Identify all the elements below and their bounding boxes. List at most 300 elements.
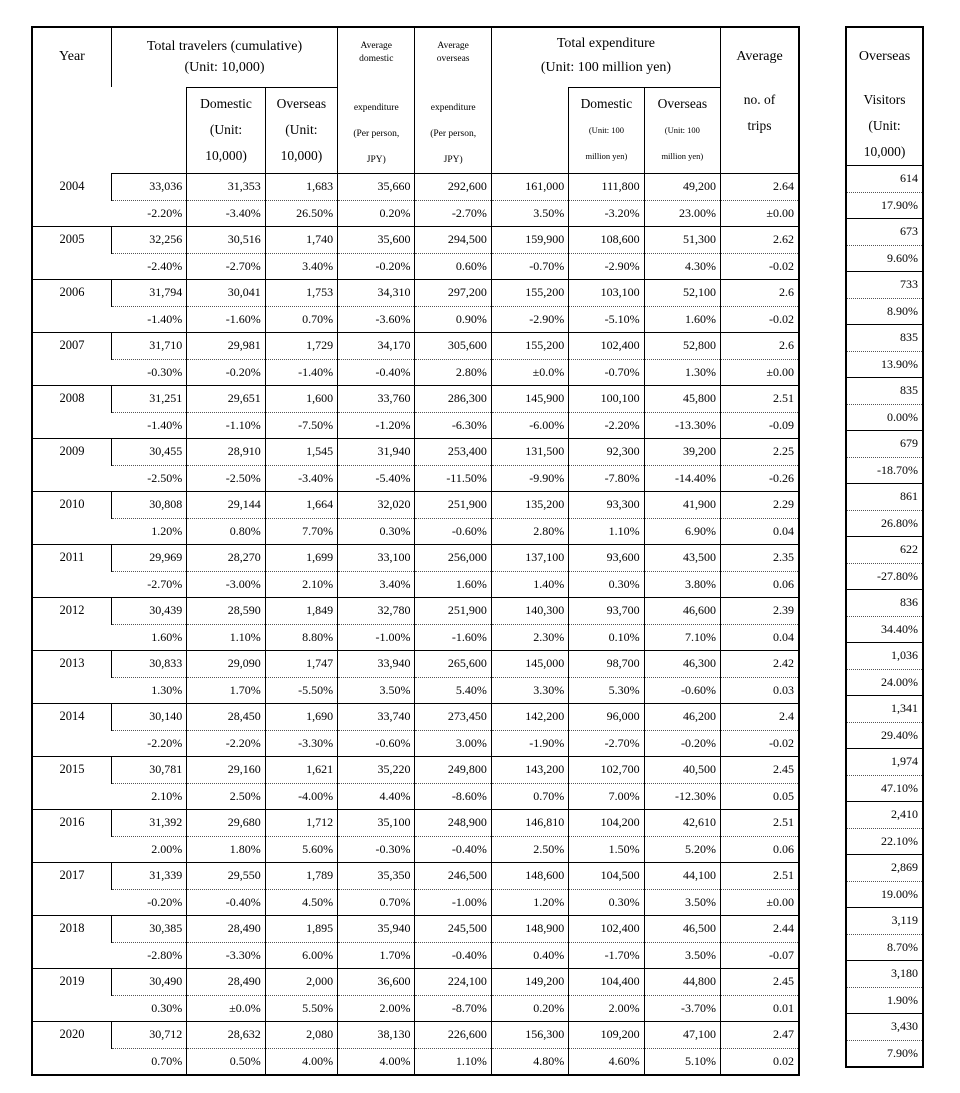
value-cell: 38,130 [338, 1022, 415, 1049]
value-cell: 30,490 [111, 969, 186, 996]
value-cell: 44,800 [644, 969, 720, 996]
change-cell: -1.40% [265, 359, 337, 386]
change-cell: -0.02 [721, 306, 799, 333]
value-cell: 30,516 [187, 227, 265, 254]
change-cell: -2.70% [569, 730, 644, 757]
table-row [32, 916, 799, 943]
table-row-change [846, 669, 923, 696]
year-cell: 2019 [32, 969, 111, 1022]
visitors-value-cell: 622 [846, 537, 923, 564]
value-cell: 1,545 [265, 439, 337, 466]
value-cell: 145,000 [491, 651, 568, 678]
change-cell: 3.50% [338, 677, 415, 704]
value-cell: 108,600 [569, 227, 644, 254]
table-row-change [846, 775, 923, 802]
value-cell: 35,940 [338, 916, 415, 943]
table-row-change [846, 245, 923, 272]
visitors-value-cell: 3,430 [846, 1014, 923, 1041]
change-cell: 4.80% [491, 1048, 568, 1075]
table-row [32, 810, 799, 837]
value-cell: 148,600 [491, 863, 568, 890]
avg-overseas-subheader: expenditure (Per person, JPY) [415, 87, 491, 174]
visitors-value-cell: 835 [846, 378, 923, 405]
change-cell: 0.01 [721, 995, 799, 1022]
value-cell: 2.51 [721, 863, 799, 890]
table-row [32, 704, 799, 731]
value-cell: 305,600 [415, 333, 491, 360]
value-cell: 32,256 [111, 227, 186, 254]
table-row-change [846, 881, 923, 908]
visitors-value-cell: 1,341 [846, 696, 923, 723]
value-cell: 102,400 [569, 333, 644, 360]
value-cell: 256,000 [415, 545, 491, 572]
change-cell: -3.40% [187, 200, 265, 227]
change-cell: -0.40% [415, 942, 491, 969]
change-cell: 2.00% [111, 836, 186, 863]
value-cell: 49,200 [644, 174, 720, 201]
visitors-change-cell: 19.00% [846, 881, 923, 908]
value-cell: 143,200 [491, 757, 568, 784]
change-cell: 1.20% [111, 518, 186, 545]
change-cell: -2.70% [415, 200, 491, 227]
value-cell: 31,353 [187, 174, 265, 201]
value-cell: 33,740 [338, 704, 415, 731]
year-cell: 2010 [32, 492, 111, 545]
table-row [32, 545, 799, 572]
value-cell: 1,683 [265, 174, 337, 201]
value-cell: 111,800 [569, 174, 644, 201]
table-row-change [32, 359, 799, 386]
visitors-change-cell: 8.70% [846, 934, 923, 961]
change-cell: 3.40% [265, 253, 337, 280]
value-cell: 52,100 [644, 280, 720, 307]
value-cell: 44,100 [644, 863, 720, 890]
table-row [846, 590, 923, 617]
change-cell: 2.30% [491, 624, 568, 651]
table-row-change [32, 571, 799, 598]
change-cell: 7.00% [569, 783, 644, 810]
change-cell: -2.20% [569, 412, 644, 439]
change-cell: 0.80% [187, 518, 265, 545]
value-cell: 159,900 [491, 227, 568, 254]
value-cell: 155,200 [491, 333, 568, 360]
change-cell: -3.30% [265, 730, 337, 757]
year-cell: 2004 [32, 174, 111, 227]
change-cell: 4.60% [569, 1048, 644, 1075]
value-cell: 34,170 [338, 333, 415, 360]
value-cell: 2.47 [721, 1022, 799, 1049]
change-cell: -5.10% [569, 306, 644, 333]
table-row [846, 643, 923, 670]
value-cell: 2.35 [721, 545, 799, 572]
table-row [32, 757, 799, 784]
value-cell: 30,781 [111, 757, 186, 784]
table-row [846, 484, 923, 511]
change-cell: 1.70% [187, 677, 265, 704]
table-row-change [32, 306, 799, 333]
change-cell: 0.30% [569, 571, 644, 598]
value-cell: 155,200 [491, 280, 568, 307]
value-cell: 251,900 [415, 598, 491, 625]
change-cell: -9.90% [491, 465, 568, 492]
value-cell: 2.29 [721, 492, 799, 519]
change-cell: -5.50% [265, 677, 337, 704]
value-cell: 33,036 [111, 174, 186, 201]
value-cell: 103,100 [569, 280, 644, 307]
change-cell: -2.70% [187, 253, 265, 280]
change-cell: -0.40% [338, 359, 415, 386]
value-cell: 246,500 [415, 863, 491, 890]
change-cell: 1.50% [569, 836, 644, 863]
value-cell: 39,200 [644, 439, 720, 466]
value-cell: 2.39 [721, 598, 799, 625]
value-cell: 31,392 [111, 810, 186, 837]
change-cell: -14.40% [644, 465, 720, 492]
value-cell: 2,000 [265, 969, 337, 996]
table-row [846, 855, 923, 882]
change-cell: -0.26 [721, 465, 799, 492]
value-cell: 92,300 [569, 439, 644, 466]
change-cell: -8.70% [415, 995, 491, 1022]
table-row-change [32, 783, 799, 810]
change-cell: 0.70% [265, 306, 337, 333]
change-cell: 3.40% [338, 571, 415, 598]
change-cell: 1.10% [415, 1048, 491, 1075]
value-cell: 43,500 [644, 545, 720, 572]
year-cell: 2014 [32, 704, 111, 757]
value-cell: 1,740 [265, 227, 337, 254]
visitors-value-cell: 2,410 [846, 802, 923, 829]
change-cell: -2.70% [111, 571, 186, 598]
table-row-change [32, 465, 799, 492]
change-cell: -0.20% [187, 359, 265, 386]
table-row [846, 325, 923, 352]
change-cell: 0.70% [491, 783, 568, 810]
value-cell: 29,550 [187, 863, 265, 890]
value-cell: 226,600 [415, 1022, 491, 1049]
change-cell: 7.70% [265, 518, 337, 545]
table-row-change [846, 722, 923, 749]
value-cell: 30,385 [111, 916, 186, 943]
change-cell: 3.80% [644, 571, 720, 598]
table-row [846, 272, 923, 299]
change-cell: 0.20% [338, 200, 415, 227]
table-row-change [846, 616, 923, 643]
domestic-travelers-header: Domestic (Unit: 10,000) [187, 87, 265, 174]
change-cell: -0.60% [338, 730, 415, 757]
change-cell: -0.20% [111, 889, 186, 916]
visitors-value-cell: 1,036 [846, 643, 923, 670]
change-cell: -7.80% [569, 465, 644, 492]
value-cell: 28,270 [187, 545, 265, 572]
change-cell: -2.90% [491, 306, 568, 333]
table-row-change [846, 404, 923, 431]
change-cell: -2.50% [187, 465, 265, 492]
value-cell: 224,100 [415, 969, 491, 996]
change-cell: 0.30% [338, 518, 415, 545]
value-cell: 33,100 [338, 545, 415, 572]
value-cell: 2.45 [721, 757, 799, 784]
visitors-header: Overseas [858, 49, 911, 64]
value-cell: 1,621 [265, 757, 337, 784]
overseas-expenditure-header: Overseas (Unit: 100 million yen) [644, 87, 720, 174]
value-cell: 93,600 [569, 545, 644, 572]
change-cell: 4.50% [265, 889, 337, 916]
table-row-change [846, 510, 923, 537]
change-cell: 5.30% [569, 677, 644, 704]
table-row-change [32, 253, 799, 280]
travelers-blank [111, 87, 186, 174]
change-cell: 6.00% [265, 942, 337, 969]
table-row-change [846, 987, 923, 1014]
change-cell: -0.02 [721, 730, 799, 757]
value-cell: 30,439 [111, 598, 186, 625]
visitors-change-cell: 47.10% [846, 775, 923, 802]
change-cell: 1.60% [111, 624, 186, 651]
visitors-change-cell: -27.80% [846, 563, 923, 590]
value-cell: 253,400 [415, 439, 491, 466]
change-cell: 1.60% [415, 571, 491, 598]
value-cell: 33,940 [338, 651, 415, 678]
table-row-change [32, 942, 799, 969]
change-cell: 0.40% [491, 942, 568, 969]
change-cell: 2.00% [338, 995, 415, 1022]
expenditure-blank [491, 87, 568, 174]
table-row [846, 431, 923, 458]
value-cell: 30,833 [111, 651, 186, 678]
table-row-change [32, 995, 799, 1022]
value-cell: 251,900 [415, 492, 491, 519]
table-row [846, 802, 923, 829]
value-cell: 146,810 [491, 810, 568, 837]
change-cell: 0.06 [721, 836, 799, 863]
visitors-value-cell: 835 [846, 325, 923, 352]
change-cell: 2.00% [569, 995, 644, 1022]
change-cell: 3.50% [491, 200, 568, 227]
change-cell: -3.30% [187, 942, 265, 969]
change-cell: 1.80% [187, 836, 265, 863]
value-cell: 1,849 [265, 598, 337, 625]
change-cell: 3.30% [491, 677, 568, 704]
change-cell: 5.20% [644, 836, 720, 863]
value-cell: 2.25 [721, 439, 799, 466]
table-row-change [846, 563, 923, 590]
table-row-change [32, 677, 799, 704]
visitors-change-cell: 1.90% [846, 987, 923, 1014]
table-row [846, 696, 923, 723]
value-cell: 29,981 [187, 333, 265, 360]
table-row-change [846, 457, 923, 484]
table-row [32, 969, 799, 996]
visitors-value-cell: 1,974 [846, 749, 923, 776]
change-cell: 5.50% [265, 995, 337, 1022]
table-row-change [32, 518, 799, 545]
avg-domestic-subheader: expenditure (Per person, JPY) [338, 87, 415, 174]
change-cell: 0.05 [721, 783, 799, 810]
value-cell: 42,610 [644, 810, 720, 837]
change-cell: -12.30% [644, 783, 720, 810]
change-cell: 2.10% [265, 571, 337, 598]
change-cell: 1.40% [491, 571, 568, 598]
change-cell: -1.60% [187, 306, 265, 333]
table-row-change [846, 828, 923, 855]
change-cell: -4.00% [265, 783, 337, 810]
value-cell: 1,712 [265, 810, 337, 837]
table-row-change [846, 351, 923, 378]
value-cell: 28,632 [187, 1022, 265, 1049]
value-cell: 46,600 [644, 598, 720, 625]
visitors-value-cell: 3,119 [846, 908, 923, 935]
table-row [32, 651, 799, 678]
value-cell: 109,200 [569, 1022, 644, 1049]
value-cell: 96,000 [569, 704, 644, 731]
change-cell: 1.10% [569, 518, 644, 545]
change-cell: -1.70% [569, 942, 644, 969]
visitors-change-cell: 8.90% [846, 298, 923, 325]
visitors-change-cell: 7.90% [887, 1045, 918, 1060]
change-cell: 23.00% [644, 200, 720, 227]
table-row-change [32, 836, 799, 863]
change-cell: ±0.0% [491, 359, 568, 386]
visitors-change-cell: 26.80% [846, 510, 923, 537]
value-cell: 29,680 [187, 810, 265, 837]
value-cell: 36,600 [338, 969, 415, 996]
value-cell: 249,800 [415, 757, 491, 784]
change-cell: 8.80% [265, 624, 337, 651]
year-cell: 2018 [32, 916, 111, 969]
change-cell: 5.10% [644, 1048, 720, 1075]
change-cell: -0.40% [187, 889, 265, 916]
value-cell: 30,041 [187, 280, 265, 307]
value-cell: 28,450 [187, 704, 265, 731]
change-cell: -2.20% [111, 200, 186, 227]
value-cell: 1,747 [265, 651, 337, 678]
change-cell: 1.10% [187, 624, 265, 651]
change-cell: -2.50% [111, 465, 186, 492]
table-row [32, 598, 799, 625]
change-cell: ±0.0% [187, 995, 265, 1022]
travel-statistics-table [31, 26, 800, 1076]
value-cell: 29,969 [111, 545, 186, 572]
change-cell: -0.60% [644, 677, 720, 704]
visitors-change-cell: -18.70% [846, 457, 923, 484]
value-cell: 2.6 [721, 333, 799, 360]
visitors-change-cell: 29.40% [846, 722, 923, 749]
value-cell: 1,753 [265, 280, 337, 307]
year-cell: 2017 [32, 863, 111, 916]
value-cell: 31,251 [111, 386, 186, 413]
change-cell: -2.90% [569, 253, 644, 280]
value-cell: 100,100 [569, 386, 644, 413]
visitors-change-cell: 34.40% [846, 616, 923, 643]
change-cell: -0.70% [569, 359, 644, 386]
value-cell: 2.45 [721, 969, 799, 996]
year-cell: 2005 [32, 227, 111, 280]
change-cell: 6.90% [644, 518, 720, 545]
change-cell: 4.00% [338, 1048, 415, 1075]
table-row [32, 227, 799, 254]
value-cell: 135,200 [491, 492, 568, 519]
change-cell: 3.50% [644, 889, 720, 916]
year-cell: 2008 [32, 386, 111, 439]
change-cell: 5.60% [265, 836, 337, 863]
value-cell: 292,600 [415, 174, 491, 201]
value-cell: 31,710 [111, 333, 186, 360]
total-travelers-header: Total travelers (cumulative) (Unit: 10,000) [111, 27, 337, 87]
change-cell: ±0.00 [721, 359, 799, 386]
change-cell: -0.60% [415, 518, 491, 545]
table-row [32, 280, 799, 307]
change-cell: -1.90% [491, 730, 568, 757]
year-cell: 2006 [32, 280, 111, 333]
value-cell: 28,910 [187, 439, 265, 466]
value-cell: 102,400 [569, 916, 644, 943]
change-cell: -7.50% [265, 412, 337, 439]
change-cell: 0.70% [151, 1053, 183, 1068]
table-row-change [846, 298, 923, 325]
table-row [32, 439, 799, 466]
value-cell: 46,500 [644, 916, 720, 943]
change-cell: -3.60% [338, 306, 415, 333]
visitors-value-cell: 861 [846, 484, 923, 511]
year-cell: 2007 [32, 333, 111, 386]
value-cell: 2.51 [721, 386, 799, 413]
avg-trips-header: Average [721, 27, 799, 87]
value-cell: 2.42 [721, 651, 799, 678]
value-cell: 29,144 [187, 492, 265, 519]
change-cell: 0.20% [491, 995, 568, 1022]
value-cell: 34,310 [338, 280, 415, 307]
value-cell: 31,339 [111, 863, 186, 890]
year-cell: 2013 [32, 651, 111, 704]
visitors-value-cell: 673 [846, 219, 923, 246]
value-cell: 41,900 [644, 492, 720, 519]
change-cell: -3.20% [569, 200, 644, 227]
visitors-change-cell: 9.60% [846, 245, 923, 272]
table-row [846, 908, 923, 935]
change-cell: -5.40% [338, 465, 415, 492]
change-cell: -11.50% [415, 465, 491, 492]
change-cell: 2.50% [491, 836, 568, 863]
value-cell: 31,940 [338, 439, 415, 466]
change-cell: -0.07 [721, 942, 799, 969]
change-cell: 0.03 [721, 677, 799, 704]
change-cell: -0.20% [644, 730, 720, 757]
value-cell: 2.4 [721, 704, 799, 731]
change-cell: 0.60% [415, 253, 491, 280]
value-cell: 104,400 [569, 969, 644, 996]
change-cell: 4.30% [644, 253, 720, 280]
change-cell: 4.40% [338, 783, 415, 810]
avg-trips-subheader: no. of trips [721, 87, 799, 174]
visitors-subheader: Visitors (Unit: 10,000) [846, 87, 923, 166]
value-cell: 1,600 [265, 386, 337, 413]
change-cell: -8.60% [415, 783, 491, 810]
value-cell: 2,080 [265, 1022, 337, 1049]
value-cell: 2.6 [721, 280, 799, 307]
value-cell: 145,900 [491, 386, 568, 413]
change-cell: 0.30% [111, 995, 186, 1022]
value-cell: 1,895 [265, 916, 337, 943]
table-row [846, 749, 923, 776]
value-cell: 2.62 [721, 227, 799, 254]
table-row [846, 166, 923, 193]
table-row [32, 174, 799, 201]
change-cell: 1.30% [111, 677, 186, 704]
value-cell: 102,700 [569, 757, 644, 784]
change-cell: 1.70% [338, 942, 415, 969]
change-cell: -0.30% [111, 359, 186, 386]
